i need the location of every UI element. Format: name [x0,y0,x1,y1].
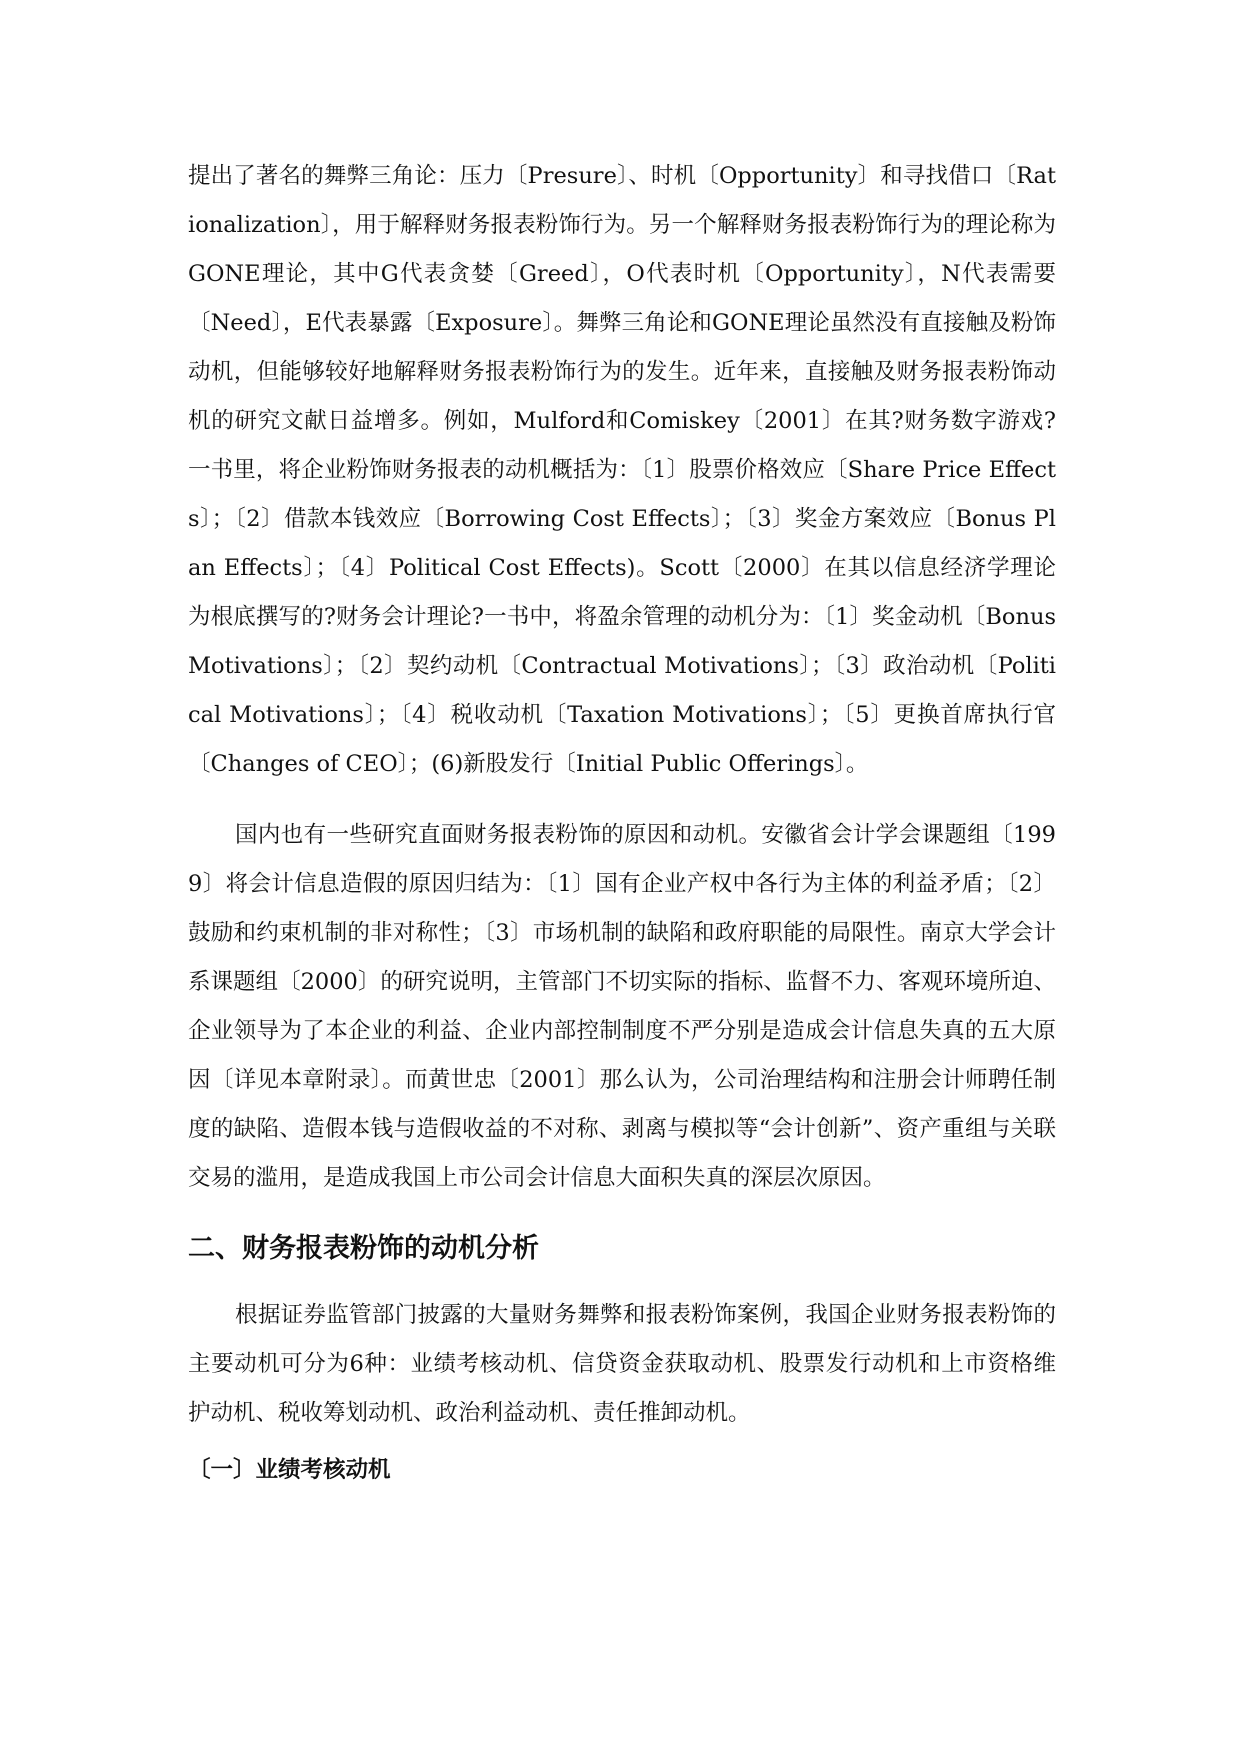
section-heading: 二、财务报表粉饰的动机分析 [188,1233,539,1264]
body-paragraph-motives-overview: 根据证券监管部门披露的大量财务舞弊和报表粉饰案例，我国企业财务报表粉饰的主要动机可分为6种：业绩考核动机、信贷资金获取动机、股票发行动机和上市资格维护动机、税收筹划动机、政治利益动机、责任推卸动机。 [188,1302,1056,1426]
body-paragraph-theories: 提出了著名的舞弊三角论：压力〔Presure〕、时机〔Opportunity〕和寻找借口〔Rationalization〕，用于解释财务报表粉饰行为。另一个解释财务报表粉饰行为的理论称为GONE理论，其中G代表贪婪〔Greed〕，O代表时机〔Opportunity〕，N代表需要〔Need〕，E代表暴露〔Exposure〕。舞弊三角论和GONE理论虽然没有直接触及粉饰动机，但能够较好地解释财务报表粉饰行为的发生。近年来，直接触及财务报表粉饰动机的研究文献日益增多。例如，Mulford和Comiskey〔2001〕在其?财务数字游戏?一书里，将企业粉饰财务报表的动机概括为：〔1〕股票价格效应〔Share Price Effects〕；〔2〕借款本钱效应〔Borrowing Cost Effects〕；〔3〕奖金方案效应〔Bonus Plan Effects〕；〔4〕Political Cost Effects)。Scott〔2000〕在其以信息经济学理论为根底撰写的?财务会计理论?一书中，将盈余管理的动机分为：〔1〕奖金动机〔Bonus Motivations〕；〔2〕契约动机〔Contractual Motivations〕；〔3〕政治动机〔Political Motivations〕；〔4〕税收动机〔Taxation Motivations〕；〔5〕更换首席执行官〔Changes of CEO〕；(6)新股发行〔Initial Public Offerings〕。 [188,163,1056,777]
document-body [188,152,1056,1490]
body-paragraph-domestic-research: 国内也有一些研究直面财务报表粉饰的原因和动机。安徽省会计学会课题组〔1999〕将会计信息造假的原因归结为：〔1〕国有企业产权中各行为主体的利益矛盾；〔2〕鼓励和约束机制的非对称性；〔3〕市场机制的缺陷和政府职能的局限性。南京大学会计系课题组〔2000〕的研究说明，主管部门不切实际的指标、监督不力、客观环境所迫、企业领导为了本企业的利益、企业内部控制制度不严分别是造成会计信息失真的五大原因〔详见本章附录〕。而黄世忠〔2001〕那么认为，公司治理结构和注册会计师聘任制度的缺陷、造假本钱与造假收益的不对称、剥离与模拟等“会计创新”、资产重组与关联交易的滥用，是造成我国上市公司会计信息大面积失真的深层次原因。 [188,822,1056,1191]
subsection-heading: 〔一〕业绩考核动机 [188,1457,391,1483]
paragraph-spacer [188,789,1056,811]
